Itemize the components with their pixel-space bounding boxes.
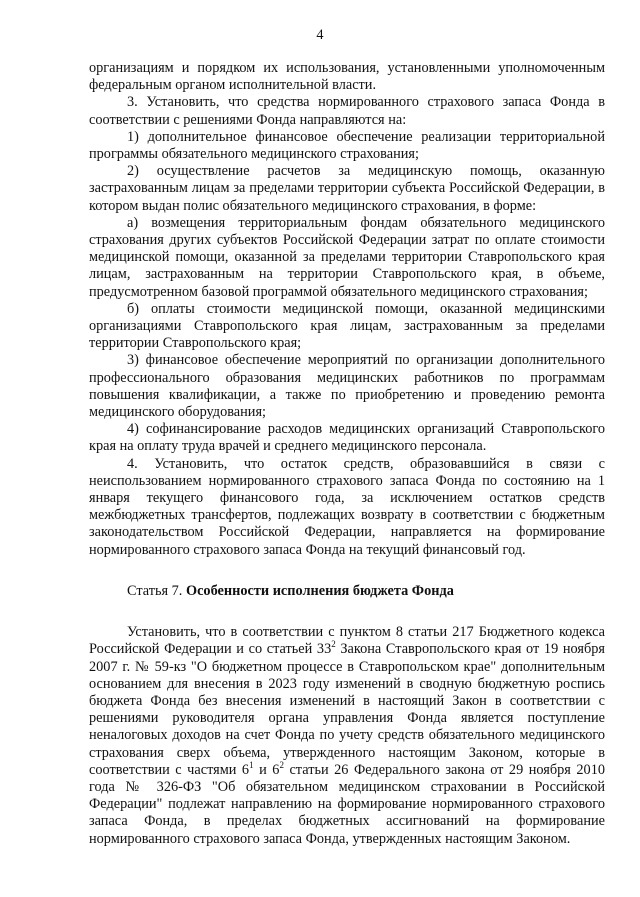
paragraph: 1) дополнительное финансовое обеспечение реализации территориальной программы обязательного медицинского страхования;	[89, 128, 605, 163]
text-run: Закона Ставропольского края от 19 ноября 2007 г. № 59-кз "О бюджетном процессе в Ставропольском крае" дополнительным основанием для внесения в 2023 году изменений в сводную бюджетную роспись бюджета Фонда без внесения изменений в настоящий Закон в соответствии с решениями руководителя органа управления Фонда является поступление неналоговых доходов на счет Фонда по учету средств обязательного медицинского страхования сверх объема, утвержденного настоящим Законом, которые в соответствии с частями 6	[89, 641, 605, 778]
superscript: 2	[279, 759, 284, 770]
paragraph: 4) софинансирование расходов медицинских организаций Ставропольского края на оплату труда врачей и среднего медицинского персонала.	[89, 421, 605, 455]
text-run: статьи 26 Федерального закона от 29 ноября 2010 года № 326-ФЗ "Об обязательном медицинском страховании в Российской Федерации" подлежат направлению на формирование нормированного страхового запаса Фонда, в пределах бюджетных ассигнований на формирование нормированного страхового запаса Фонда, утвержденных настоящим Законом.	[89, 761, 605, 847]
paragraph: 2) осуществление расчетов за медицинскую помощь, оказанную застрахованным лицам за пределами территории субъекта Российской Федерации, в котором выдан полис обязательного медицинского страхования, в форме:	[89, 163, 605, 214]
page-number: 4	[316, 27, 324, 43]
paragraph: б) оплаты стоимости медицинской помощи, оказанной медицинскими организациями Ставропольского края лицам, застрахованным за пределами территории Ставропольского края;	[89, 300, 605, 352]
paragraph: организациям и порядком их использования, установленными уполномоченным федеральным органом исполнительной власти.	[89, 60, 605, 94]
article-title: Особенности исполнения бюджета Фонда	[185, 582, 454, 599]
superscript: 2	[331, 639, 336, 650]
article-paragraph	[89, 624, 605, 848]
article-label: Статья 7.	[127, 582, 183, 599]
paragraph: 3. Установить, что средства нормированного страхового запаса Фонда в соответствии с решениями Фонда направляются на:	[89, 94, 605, 128]
document-body	[89, 60, 605, 848]
paragraph: 3) финансовое обеспечение мероприятий по организации дополнительного профессионального образования медицинских работников по программам повышения квалификации, а также по приобретению и проведению ремонта медицинского оборудования;	[89, 352, 605, 421]
paragraph: а) возмещения территориальным фондам обязательного медицинского страхования других субъектов Российской Федерации затрат по оплате стоимости медицинской помощи, оказанной за пределами территории Ставропольского края лицам, застрахованным на территории Ставропольского края, в объеме, предусмотренном базовой программой обязательного медицинского страхования;	[89, 214, 605, 300]
text-run: и 6	[253, 761, 280, 778]
article-heading	[89, 583, 605, 600]
paragraph: 4. Установить, что остаток средств, образовавшийся в связи с неиспользованием нормированного страхового запаса Фонда по состоянию на 1 января текущего финансового года, за исключением остатков средств межбюджетных трансфертов, подлежащих возврату в соответствии с бюджетным законодательством Российской Федерации, направляется на формирование нормированного страхового запаса Фонда на текущий финансовый год.	[89, 455, 605, 558]
paragraph-list	[89, 60, 605, 559]
text-run: Установить, что в соответствии с пунктом 8 статьи 217 Бюджетного кодекса Российской Федерации и со статьей 33	[89, 624, 605, 658]
superscript: 1	[249, 759, 254, 770]
